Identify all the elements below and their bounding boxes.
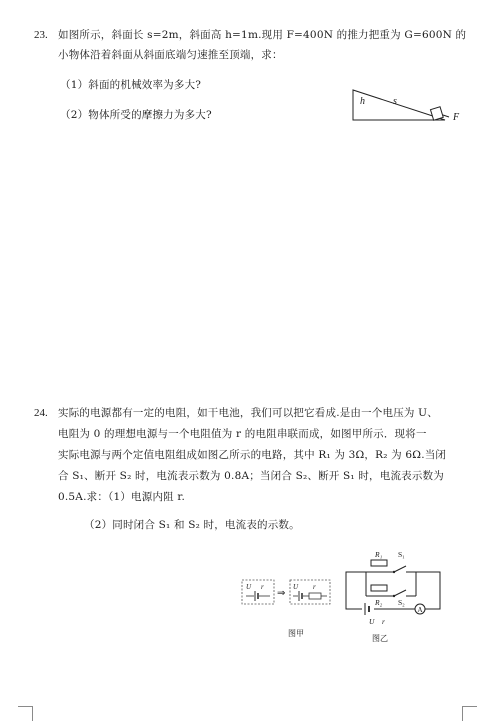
- label-h: h: [360, 96, 365, 107]
- q23-text-line1: 如图所示，斜面长 s=2m，斜面高 h=1m.现用 F=400N 的推力把重为 G=600N 的: [58, 29, 467, 41]
- label-U: U: [369, 617, 375, 626]
- q23-subquestion-1: （1）斜面的机械效率为多大?: [60, 79, 202, 91]
- label-R2: R₂: [375, 598, 383, 607]
- outer-loop: [346, 572, 440, 609]
- label-F: F: [453, 112, 460, 123]
- q24-text-line3: 实际电源与两个定值电阻组成如图乙所示的电路，其中 R₁ 为 3Ω，R₂ 为 6Ω.当闭: [58, 449, 447, 461]
- circuit-figure-yi: [338, 545, 448, 645]
- label-U-box2: U: [293, 583, 299, 591]
- q24-text-line2: 电阻为 0 的理想电源与一个电阻值为 r 的电阻串联而成，如图甲所示．现将一: [58, 428, 427, 440]
- q24-subquestion-2: （2）同时闭合 S₁ 和 S₂ 时，电流表的示数。: [84, 519, 300, 531]
- label-r: r: [382, 617, 385, 626]
- internal-resistor: [309, 593, 321, 599]
- block-on-incline: [430, 107, 443, 120]
- resistor-R2: [371, 585, 387, 591]
- caption-jia: 图甲: [288, 629, 304, 638]
- q24-text-line1: 实际的电源都有一定的电阻，如干电池，我们可以把它看成.是由一个电压为 U、: [58, 407, 438, 419]
- label-U-box1: U: [246, 583, 252, 591]
- circuit-figure-jia: [236, 572, 336, 642]
- crop-mark-bottom-left: [18, 706, 33, 721]
- crop-mark-bottom-right: [462, 706, 477, 721]
- label-A: A: [417, 606, 423, 614]
- label-S2: S₂: [398, 598, 405, 607]
- label-R1: R₁: [375, 550, 383, 559]
- incline-triangle: [353, 90, 445, 120]
- equivalence-arrow: ⇒: [277, 588, 286, 599]
- label-r-box1: r: [261, 583, 264, 591]
- label-r-box2: r: [313, 583, 316, 591]
- force-arrow: [443, 115, 449, 117]
- resistor-R1: [371, 560, 387, 566]
- q24-text-line4: 合 S₁、断开 S₂ 时，电流表示数为 0.8A；当闭合 S₂、断开 S₁ 时，电流表示数为: [58, 470, 444, 482]
- label-s: s: [393, 96, 397, 107]
- q23-text-line2: 小物体沿着斜面从斜面底端匀速推至顶端，求：: [58, 49, 283, 61]
- incline-figure: [345, 82, 475, 128]
- label-S1: S₁: [398, 550, 405, 559]
- q24-text-line5: 0.5A.求：（1）电源内阻 r.: [58, 491, 185, 503]
- q23-subquestion-2: （2）物体所受的摩擦力为多大?: [60, 109, 212, 121]
- caption-yi: 图乙: [372, 634, 388, 643]
- q23-number: 23.: [34, 29, 48, 41]
- q24-number: 24.: [34, 407, 48, 419]
